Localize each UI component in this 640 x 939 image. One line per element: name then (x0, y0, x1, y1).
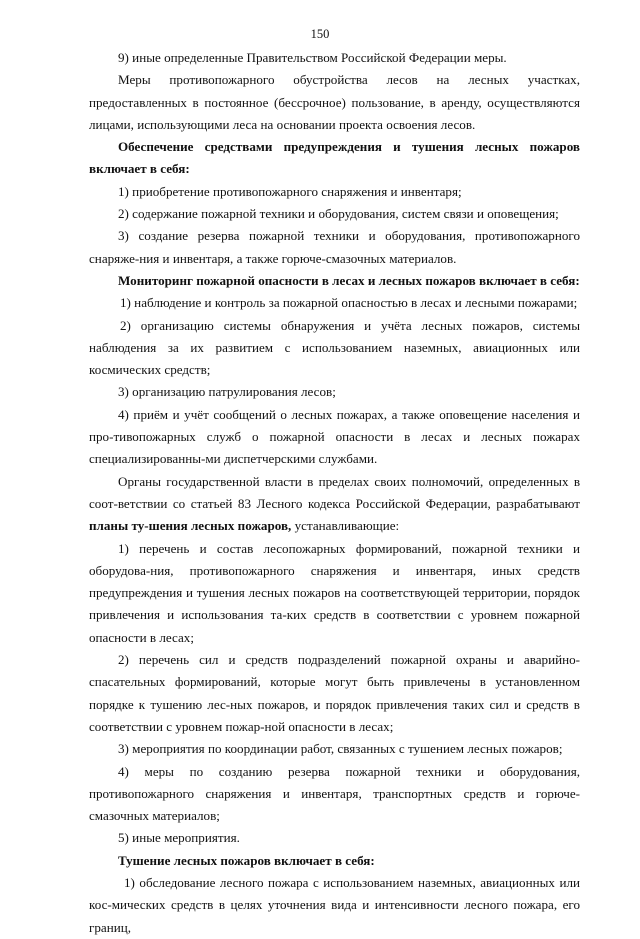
list-item-patrolling: 3) организацию патрулирования лесов; (118, 384, 336, 400)
page-number: 150 (310, 27, 330, 41)
section-heading-extinguishing (89, 850, 580, 872)
paragraph-fire-arrangement: Меры противопожарного обустройства лесов на лесных участках, предоставленных в постоянное (бессрочное) пользование, в аренду, осуществляются лицами, использующими леса на основании проекта освоения лесов. (89, 72, 580, 132)
list-item-reserve-creation: 4) меры по созданию резерва пожарной техники и оборудования, противопожарного снаряжения и инвентаря, транспортных средств и горюче-смазочных материалов; (89, 763, 580, 824)
list-item-coordination: 3) мероприятия по координации работ, связанных с тушением лесных пожаров; (118, 741, 563, 757)
document-body (89, 47, 580, 939)
heading-text: Обеспечение средствами предупреждения и тушения лесных пожаров включает в себя: (89, 139, 580, 177)
paragraph-plans-intro (89, 471, 580, 538)
section-heading-monitoring (89, 270, 580, 292)
paragraph-text: Органы государственной власти в пределах своих полномочий, определенных в соот-ветствии со статьей 83 Лесного кодекса Российской Федерации, разрабатывают (89, 473, 580, 511)
section-heading-provision (89, 136, 580, 181)
list-item-survey: 1) обследование лесного пожара с использованием наземных, авиационных или кос-мических средств в целях уточнения вида и интенсивности лесного пожара, его границ, (89, 874, 580, 935)
list-item-maintenance: 2) содержание пожарной техники и оборудования, систем связи и оповещения; (118, 206, 559, 222)
list-item-forces: 2) перечень сил и средств подразделений пожарной охраны и аварийно-спасательных формирований, которые могут быть привлечены в установленном порядке к тушению лес-ных пожаров, и порядок привлечения таких сил и средств в соответствии с уровнем пожар-ной опасности в лесах; (89, 652, 580, 734)
list-item-reserve: 3) создание резерва пожарной техники и оборудования, противопожарного снаряже-ния и инвентаря, а также горюче-смазочных материалов. (89, 228, 580, 266)
list-item-other-activities: 5) иные мероприятия. (118, 830, 240, 846)
heading-text: Тушение лесных пожаров включает в себя: (118, 852, 375, 868)
paragraph-other-measures: 9) иные определенные Правительством Российской Федерации меры. (118, 50, 507, 65)
heading-text: Мониторинг пожарной опасности в лесах и лесных пожаров включает в себя: (118, 272, 580, 288)
list-item-formations: 1) перечень и состав лесопожарных формирований, пожарной техники и оборудова-ния, противопожарного снаряжения и инвентаря, иных средств предупреждения и тушения лесных пожаров на соответствующей территории, порядок привлечения и использования та-ких средств в соответствии с уровнем пожарной опасности в лесах; (89, 540, 580, 645)
list-item-acquisition: 1) приобретение противопожарного снаряжения и инвентаря; (118, 183, 462, 199)
list-item-observation: 1) наблюдение и контроль за пожарной опасностью в лесах и лесными пожарами; (120, 295, 578, 311)
list-item-detection-system: 2) организацию системы обнаружения и учёта лесных пожаров, системы наблюдения за их развитием с использованием наземных, авиационных или космических средств; (89, 317, 580, 378)
list-item-reports: 4) приём и учёт сообщений о лесных пожарах, а также оповещение населения и про-тивопожарных служб о пожарной опасности в лесах и лесных пожарах специализированны-ми диспетчерскими службами. (89, 406, 580, 467)
emphasis-plans: планы ту-шения лесных пожаров, (89, 518, 292, 534)
paragraph-text: устанавливающие: (291, 518, 400, 534)
